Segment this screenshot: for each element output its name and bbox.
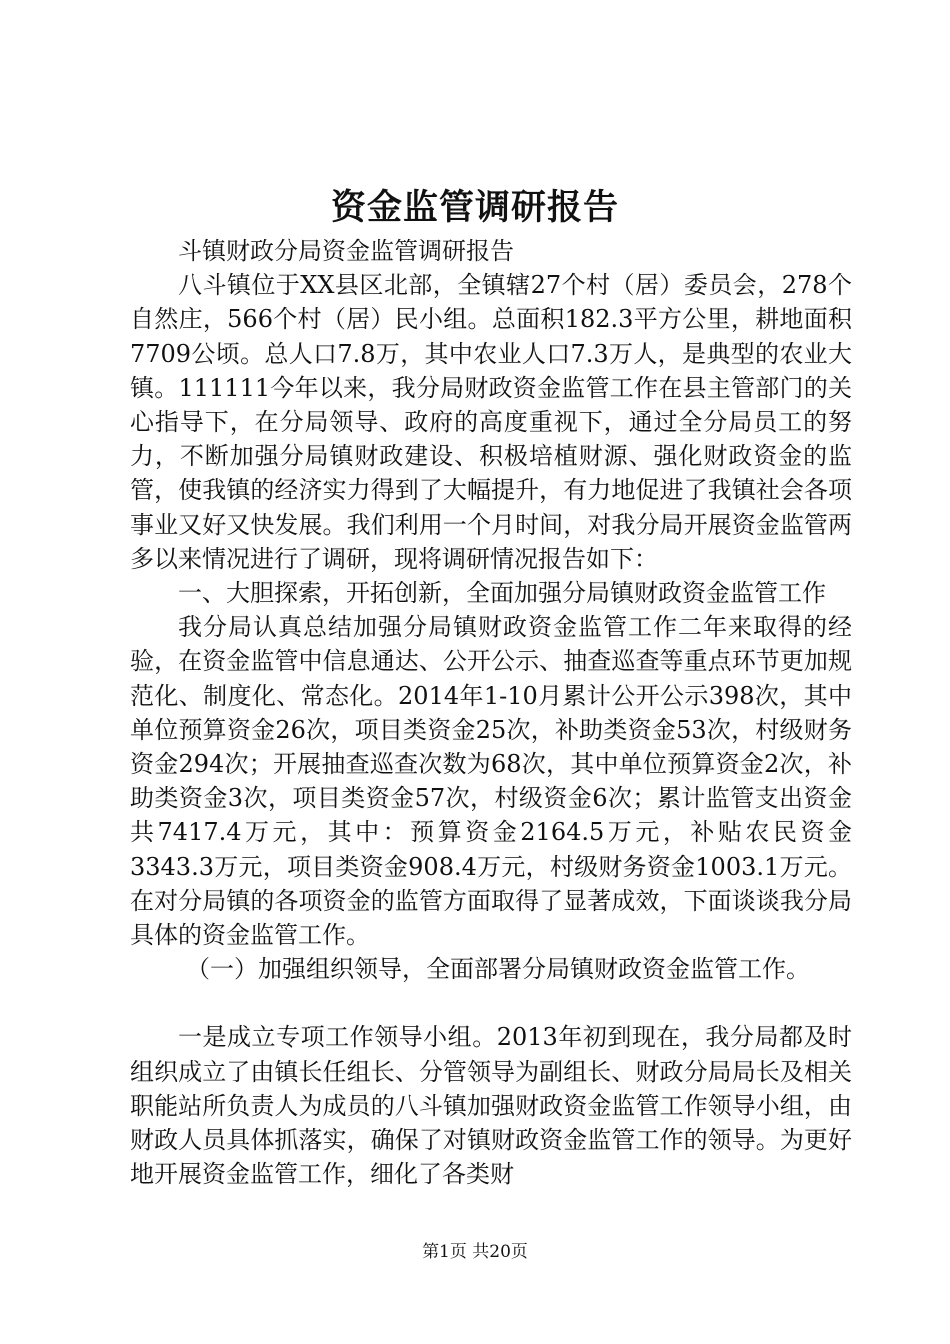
paragraph-section-1: 我分局认真总结加强分局镇财政资金监管工作二年来取得的经验，在资金监管中信息通达、公开公示、抽查巡查等重点环节更加规范化、制度化、常态化。2014年1-10月累计公开公示398次，其中单位预算资金26次，项目类资金25次，补助类资金53次，村级财务资金294次；开展抽查巡查次数为68次，其中单位预算资金2次，补助类资金3次，项目类资金57次，村级资金6次；累计监管支出资金共7417.4万元，其中：预算资金2164.5万元，补贴农民资金3343.3万元，项目类资金908.4万元，村级财务资金1003.1万元。在对分局镇的各项资金的监管方面取得了显著成效，下面谈谈我分局具体的资金监管工作。 — [130, 613, 852, 950]
document-title: 资金监管调研报告 — [330, 187, 619, 228]
paragraph-subsection-1: 一是成立专项工作领导小组。2013年初到现在，我分局都及时组织成立了由镇长任组长、分管领导为副组长、财政分局局长及相关职能站所负责人为成员的八斗镇加强财政资金监管工作领导小组，由财政人员具体抓落实，确保了对镇财政资金监管工作的领导。为更好地开展资金监管工作，细化了各类财 — [130, 1023, 852, 1189]
paragraph-subtitle: 斗镇财政分局资金监管调研报告 — [178, 237, 514, 265]
subsection-heading-1: （一）加强组织领导，全面部署分局镇财政资金监管工作。 — [186, 955, 810, 984]
page-number-footer: 第1页 共20页 — [422, 1242, 528, 1262]
paragraph-intro: 八斗镇位于XX县区北部，全镇辖27个村（居）委员会，278个自然庄，566个村（居）民小组。总面积182.3平方公里，耕地面积7709公顷。总人口7.8万，其中农业人口7.3万人，是典型的农业大镇。111111今年以来，我分局财政资金监管工作在县主管部门的关心指导下，在分局领导、政府的高度重视下，通过全分局员工的努力，不断加强分局镇财政建设、积极培植财源、强化财政资金的监管，使我镇的经济实力得到了大幅提升，有力地促进了我镇社会各项事业又好又快发展。我们利用一个月时间，对我分局开展资金监管两多以来情况进行了调研，现将调研情况报告如下： — [130, 271, 852, 573]
section-heading-1: 一、大胆探索，开拓创新，全面加强分局镇财政资金监管工作 — [178, 579, 826, 608]
document-body — [130, 234, 852, 1191]
